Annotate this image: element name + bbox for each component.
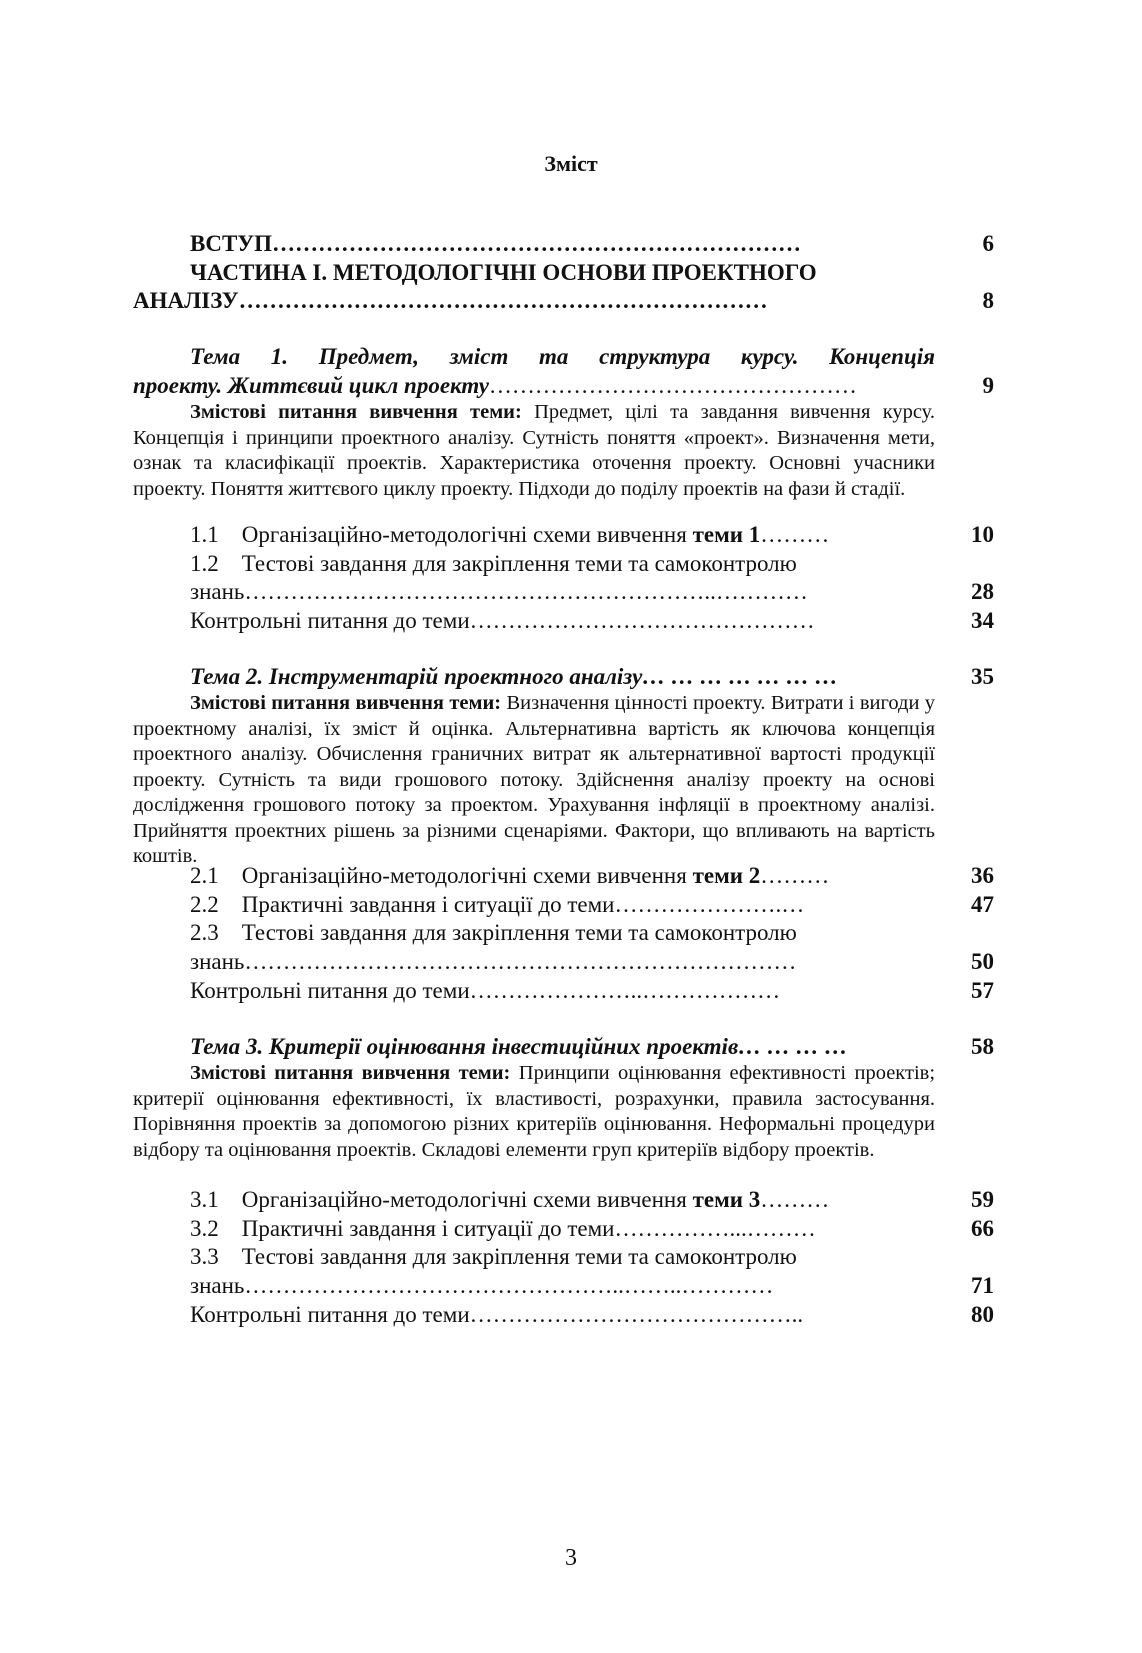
toc-topic2-control-page: 57 [971,978,994,1003]
toc-item-1-1: 1.1 Організаційно-методологічні схеми вивчення теми 1……… [190,522,830,547]
toc-item-3-1: 3.1 Організаційно-методологічні схеми вивчення теми 3……… [190,1187,830,1212]
toc-topic3-control: Контрольні питання до теми…………………………………….. [190,1302,804,1327]
toc-topic3-title: Тема 3. Критерії оцінювання інвестиційних проектів… … … … [190,1034,848,1059]
toc-topic1-title-line1: Тема 1. Предмет, зміст та структура курсу. Концепція [190,344,935,369]
toc-part1-line1: ЧАСТИНА І. МЕТОДОЛОГІЧНІ ОСНОВИ ПРОЕКТНОГО [190,260,817,285]
toc-part1-page: 8 [982,288,994,313]
toc-topic2-content: Змістові питання вивчення теми: Визначення цінності проекту. Витрати і вигоди у проектному аналізі, їх зміст й оцінка. Альтернативна вартість як ключова концепція проектного аналізу. Обчислення граничних витрат як альтернативної вартості продукції проекту. Сутність та види грошового потоку. Здійснення аналізу проекту на основі дослідження грошового потоку за проектом. Урахування інфляції в проектному аналізі. Прийняття проектних рішень за різними сценаріями. Фактори, що впливають на вартість коштів. [133,692,936,867]
toc-item-3-1-page: 59 [971,1187,994,1212]
toc-topic3-control-page: 80 [971,1302,994,1327]
toc-item-1-2-cont: знань……………………………………………………..………… [190,579,808,604]
toc-intro-label: ВСТУП…………………………………………………………… [190,231,802,256]
page-number: 3 [565,1545,577,1571]
toc-item-3-3-page: 71 [971,1273,994,1298]
toc-topic2-title: Тема 2. Інструментарій проектного аналізу… … … … … … … [190,664,838,689]
toc-item-2-1-page: 36 [971,863,994,888]
toc-topic1-page: 9 [982,373,994,398]
toc-topic1-control: Контрольні питання до теми……………………………………… [190,608,815,633]
toc-item-1-2-page: 28 [971,579,994,604]
toc-item-2-3-cont: знань……………………………………………………………… [190,949,797,974]
toc-topic1-title-line2: проекту. Життєвий цикл проекту………………………………………… [133,373,857,398]
toc-item-2-1: 2.1 Організаційно-методологічні схеми вивчення теми 2……… [190,863,830,888]
toc-item-2-2: 2.2 Практичні завдання і ситуації до теми………………….… [190,892,805,917]
toc-topic1-content: Змістові питання вивчення теми: Предмет, цілі та завдання вивчення курсу. Концепція і принципи проектного аналізу. Сутність поняття «проект». Визначення мети, ознак та класифікації проектів. Характеристика оточення проекту. Основні учасники проекту. Поняття життєвого циклу проекту. Підходи до поділу проектів на фази й стадії. [133,401,936,500]
toc-item-2-3: 2.3 Тестові завдання для закріплення теми та самоконтролю [190,920,797,945]
toc-topic3-page: 58 [971,1034,994,1059]
toc-part1-line2: АНАЛІЗУ…………………………………………………………… [133,288,768,313]
toc-item-3-3-cont: знань…………………………………………..……..………… [190,1273,774,1298]
toc-topic2-control: Контрольні питання до теми…………………..……………… [190,978,781,1003]
toc-topic2-page: 35 [971,664,994,689]
toc-topic3-content: Змістові питання вивчення теми: Принципи оцінювання ефективності проектів; критерії оцінювання ефективності, їх властивості, розрахунки, правила застосування. Порівняння проектів за допомогою різних критеріїв оцінювання. Неформальні процедури відбору та оцінювання проектів. Складові елементи груп критеріїв відбору проектів. [133,1062,936,1161]
toc-item-2-2-page: 47 [971,892,994,917]
toc-topic1-control-page: 34 [971,608,994,633]
toc-item-3-2-page: 66 [971,1216,994,1241]
toc-item-3-2: 3.2 Практичні завдання і ситуації до теми……………...……… [190,1216,816,1241]
toc-item-1-1-page: 10 [971,522,994,547]
page-title: Зміст [544,151,598,176]
toc-item-3-3: 3.3 Тестові завдання для закріплення теми та самоконтролю [190,1244,797,1269]
toc-item-1-2: 1.2 Тестові завдання для закріплення теми та самоконтролю [190,551,797,576]
toc-intro-page: 6 [982,231,994,256]
toc-item-2-3-page: 50 [971,949,994,974]
